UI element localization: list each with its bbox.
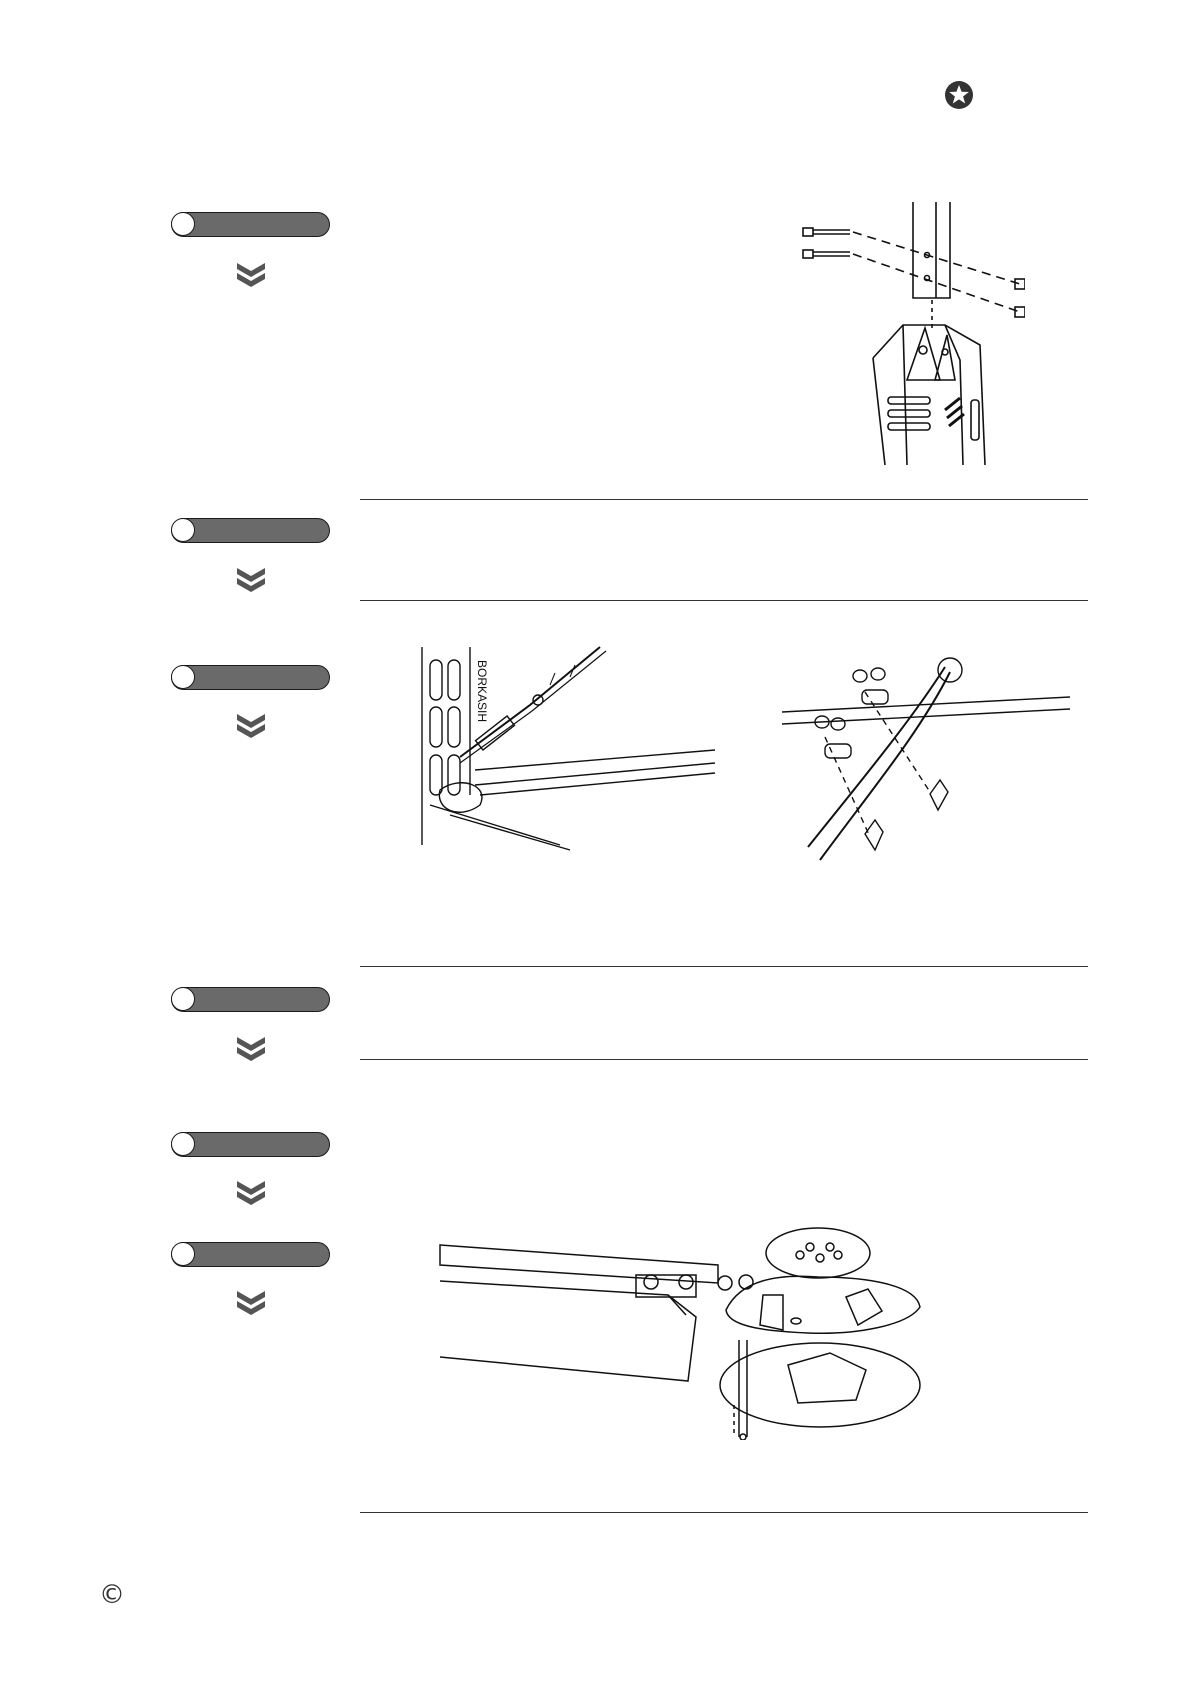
section-divider [360, 1059, 1088, 1060]
chevron-double-down-icon [236, 1180, 266, 1206]
chevron-double-down-icon [236, 567, 266, 593]
star-badge-icon [944, 80, 974, 110]
section-divider [360, 600, 1088, 601]
step-4-knob [171, 987, 195, 1011]
step-1-knob [171, 212, 195, 236]
section-divider [360, 966, 1088, 967]
chevron-double-down-icon [236, 1290, 266, 1316]
copyright-symbol: © [99, 1580, 125, 1610]
pole-mount-illustration [795, 200, 1025, 470]
cable-turnbuckle-illustration [420, 645, 720, 855]
step-2-pill [171, 518, 330, 543]
section-divider [360, 499, 1088, 500]
chevron-double-down-icon [236, 1036, 266, 1062]
step-3-knob [171, 665, 195, 689]
chevron-double-down-icon [236, 262, 266, 288]
section-divider [360, 1512, 1088, 1513]
chevron-double-down-icon [236, 713, 266, 739]
base-plate-assembly-illustration [438, 1225, 938, 1440]
step-4-pill [171, 987, 330, 1012]
step-6-knob [171, 1242, 195, 1266]
step-5-knob [171, 1132, 195, 1156]
step-1-pill [171, 212, 330, 237]
step-6-pill [171, 1242, 330, 1267]
step-5-pill [171, 1132, 330, 1157]
svg-text:BORKASIH: BORKASIH [475, 660, 489, 723]
step-3-pill [171, 665, 330, 690]
step-2-knob [171, 518, 195, 542]
wire-rope-clip-illustration [780, 652, 1070, 862]
